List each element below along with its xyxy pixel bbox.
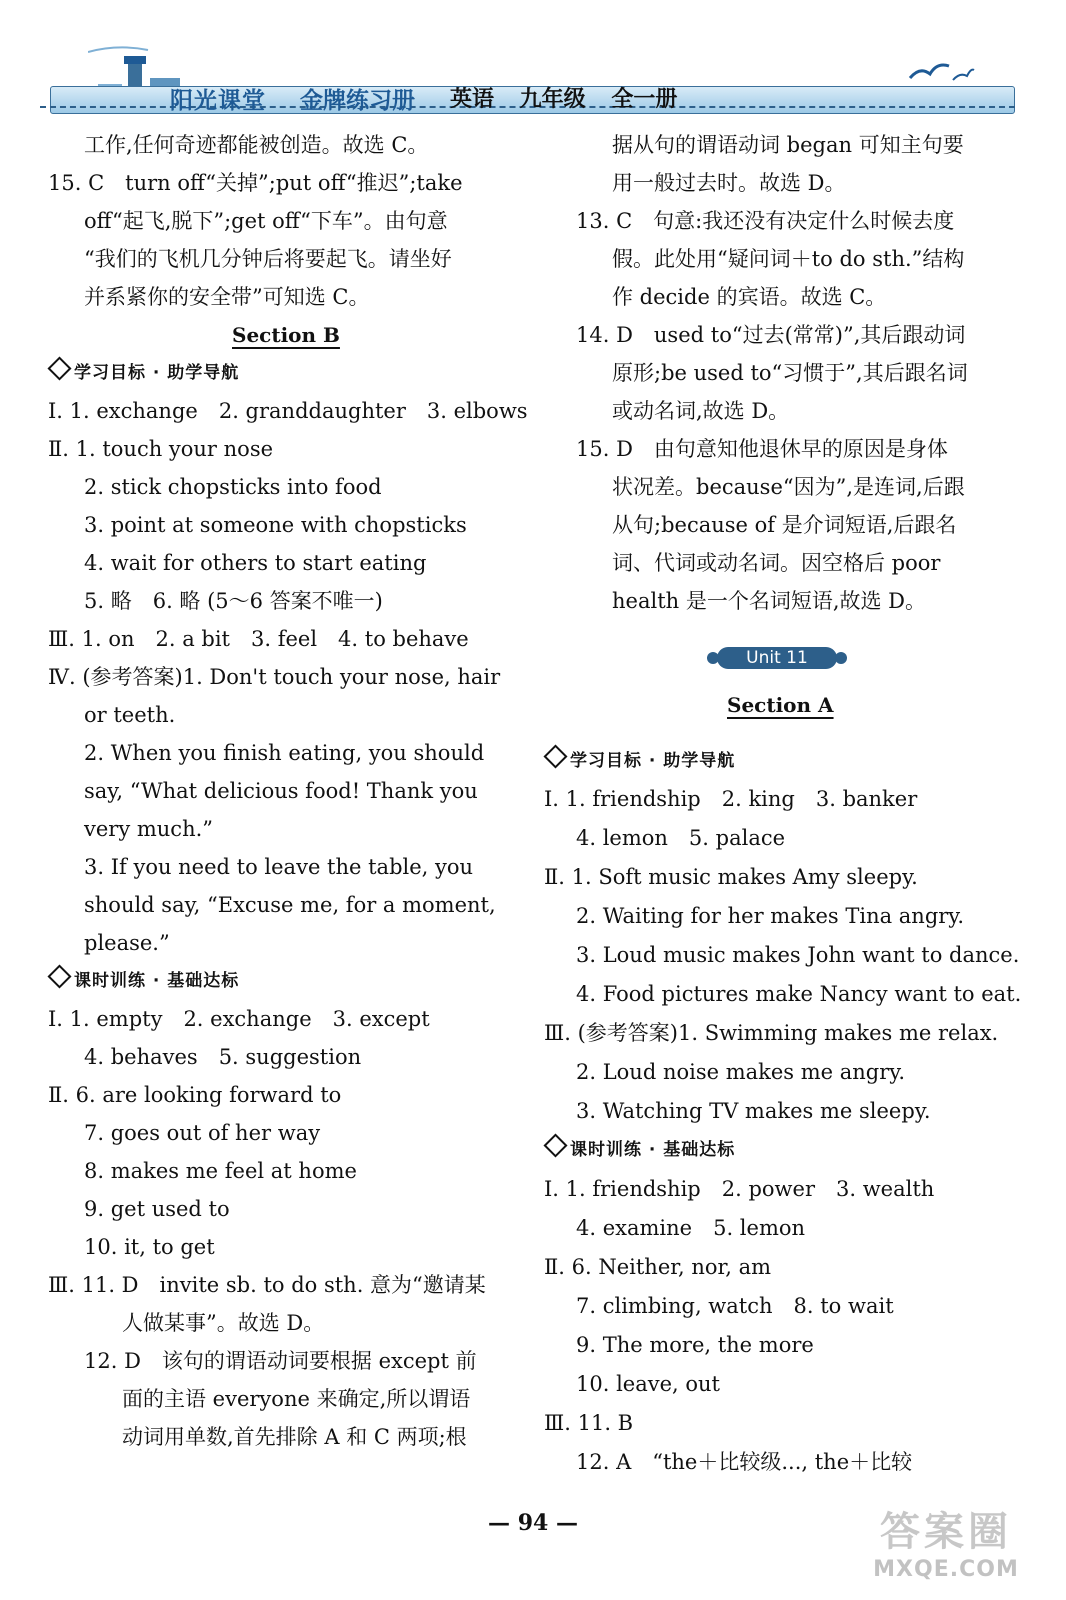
text-line: 12. A “the＋比较级..., the＋比较 <box>576 1450 913 1474</box>
section-heading: Section A <box>727 693 834 717</box>
text-line: please.” <box>84 931 170 955</box>
text-line: Ⅰ. 1. friendship 2. power 3. wealth <box>544 1177 935 1201</box>
text-line: 工作,任何奇迹都能被创造。故选 C。 <box>84 133 429 157</box>
text-line: very much.” <box>84 817 214 841</box>
text-line: 面的主语 everyone 来确定,所以谓语 <box>122 1387 471 1411</box>
text-line: 原形;be used to“习惯于”,其后跟名词 <box>612 361 968 385</box>
text-line: 4. wait for others to start eating <box>84 551 427 575</box>
diamond-icon <box>543 1133 567 1157</box>
text-line: 状况差。because“因为”,是连词,后跟 <box>612 475 965 499</box>
text-line: 2. Loud noise makes me angry. <box>576 1060 906 1084</box>
text-line: 15. C turn off“关掉”;put off“推迟”;take <box>48 171 463 195</box>
text-line: 动词用单数,首先排除 A 和 C 两项;根 <box>122 1425 467 1449</box>
text-line: “我们的飞机几分钟后将要起飞。请坐好 <box>84 247 452 271</box>
text-line: 15. D 由句意知他退休早的原因是身体 <box>576 437 948 461</box>
text-line: 人做某事”。故选 D。 <box>122 1311 325 1335</box>
text-line: 3. point at someone with chopsticks <box>84 513 467 537</box>
text-line: 2. Waiting for her makes Tina angry. <box>576 904 965 928</box>
text-line: Ⅰ. 1. empty 2. exchange 3. except <box>48 1007 430 1031</box>
birds-icon <box>905 56 975 86</box>
text-line: 假。此处用“疑问词＋to do sth.”结构 <box>612 247 965 271</box>
badge-cap <box>835 652 847 664</box>
text-line: Ⅲ. 11. D invite sb. to do sth. 意为“邀请某 <box>48 1273 486 1297</box>
text-line: 9. The more, the more <box>576 1333 814 1357</box>
text-line: 据从句的谓语动词 began 可知主句要 <box>612 133 964 157</box>
text-line: Ⅱ. 6. Neither, nor, am <box>544 1255 772 1279</box>
subheading: 课时训练 · 基础达标 <box>544 1131 735 1169</box>
text-line: 9. get used to <box>84 1197 230 1221</box>
text-line: 5. 略 6. 略 (5～6 答案不唯一) <box>84 589 383 613</box>
text-line: health 是一个名词短语,故选 D。 <box>612 589 927 613</box>
watermark-logo <box>846 1500 1046 1590</box>
text-line: 4. Food pictures make Nancy want to eat. <box>576 982 1022 1006</box>
text-line: 2. When you finish eating, you should <box>84 741 485 765</box>
text-line: Ⅲ. (参考答案)1. Swimming makes me relax. <box>544 1021 999 1045</box>
unit-badge <box>707 645 847 671</box>
watermark-text: 答案圈 <box>880 1509 1012 1555</box>
text-line: 12. D 该句的谓语动词要根据 except 前 <box>84 1349 477 1373</box>
text-line: Ⅳ. (参考答案)1. Don't touch your nose, hair <box>48 665 501 689</box>
page-number: — 94 — <box>488 1510 578 1536</box>
text-line: 10. it, to get <box>84 1235 215 1259</box>
text-line: 3. Loud music makes John want to dance. <box>576 943 1020 967</box>
text-line: off“起飞,脱下”;get off“下车”。由句意 <box>84 209 448 233</box>
text-line: Ⅱ. 1. Soft music makes Amy sleepy. <box>544 865 918 889</box>
text-line: 8. makes me feel at home <box>84 1159 357 1183</box>
series-title: 阳光课堂 <box>170 88 266 114</box>
text-line: say, “What delicious food! Thank you <box>84 779 478 803</box>
text-line: Ⅰ. 1. exchange 2. granddaughter 3. elbows <box>48 399 528 423</box>
text-line: 并系紧你的安全带”可知选 C。 <box>84 285 370 309</box>
text-line: 4. behaves 5. suggestion <box>84 1045 362 1069</box>
text-line: 4. examine 5. lemon <box>576 1216 806 1240</box>
text-line: 作 decide 的宾语。故选 C。 <box>612 285 887 309</box>
text-line: 4. lemon 5. palace <box>576 826 786 850</box>
text-line: Ⅲ. 1. on 2. a bit 3. feel 4. to behave <box>48 627 469 651</box>
text-line: 或动名词,故选 D。 <box>612 399 790 423</box>
book-title: 金牌练习册 <box>300 88 415 114</box>
text-line: should say, “Excuse me, for a moment, <box>84 893 496 917</box>
text-line: Ⅲ. 11. B <box>544 1411 634 1435</box>
text-line: Ⅱ. 6. are looking forward to <box>48 1083 342 1107</box>
subject-line: 英语 九年级 全一册 <box>450 87 678 112</box>
text-line: 10. leave, out <box>576 1372 720 1396</box>
text-line: 3. If you need to leave the table, you <box>84 855 474 879</box>
text-line: 14. D used to“过去(常常)”,其后跟动词 <box>576 323 966 347</box>
watermark-url: MXQE.COM <box>873 1557 1019 1582</box>
subheading: 学习目标 · 助学导航 <box>544 742 735 780</box>
text-line: 用一般过去时。故选 D。 <box>612 171 846 195</box>
unit-label: Unit 11 <box>717 647 837 669</box>
text-line: 2. stick chopsticks into food <box>84 475 382 499</box>
text-line: 13. C 句意:我还没有决定什么时候去度 <box>576 209 955 233</box>
diamond-icon <box>543 744 567 768</box>
section-heading: Section B <box>232 323 340 347</box>
subheading: 课时训练 · 基础达标 <box>48 962 239 1000</box>
text-line: Ⅱ. 1. touch your nose <box>48 437 274 461</box>
text-line: 3. Watching TV makes me sleepy. <box>576 1099 931 1123</box>
diamond-icon <box>47 964 71 988</box>
text-line: 7. climbing, watch 8. to wait <box>576 1294 894 1318</box>
diamond-icon <box>47 356 71 380</box>
subheading: 学习目标 · 助学导航 <box>48 354 239 392</box>
text-line: Ⅰ. 1. friendship 2. king 3. banker <box>544 787 918 811</box>
text-line: 词、代词或动名词。因空格后 poor <box>612 551 941 575</box>
page-header <box>40 40 1015 122</box>
text-line: 7. goes out of her way <box>84 1121 321 1145</box>
text-line: or teeth. <box>84 703 176 727</box>
text-line: 从句;because of 是介词短语,后跟名 <box>612 513 957 537</box>
